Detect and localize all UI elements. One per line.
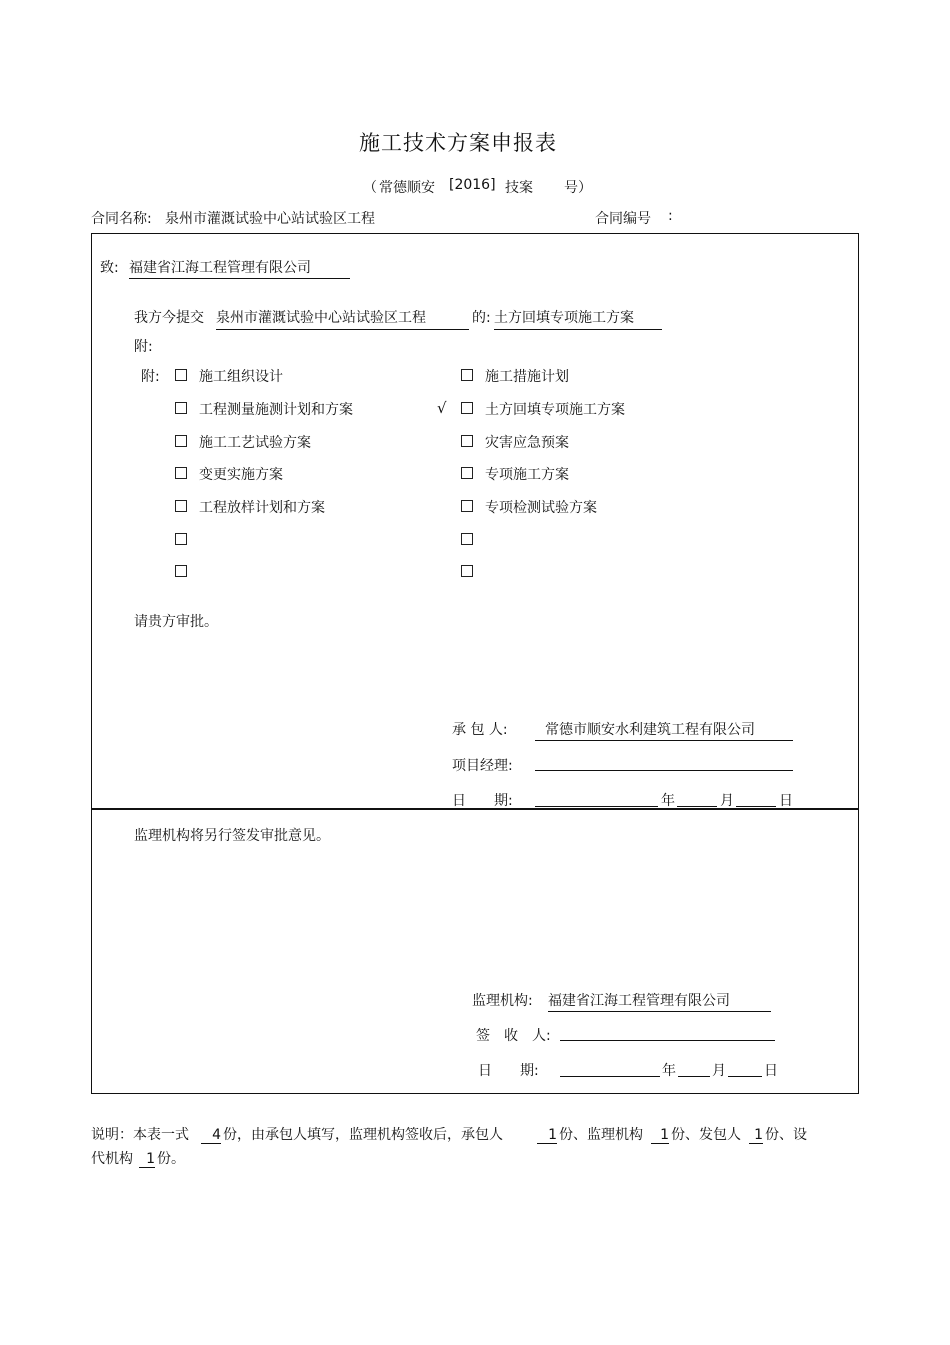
footer-note-line-2 (91, 1148, 185, 1168)
checkbox-change-plan[interactable] (175, 467, 187, 479)
copies-design: 1 (139, 1151, 155, 1168)
supervisor-section (91, 808, 859, 1094)
day-label-2: 日 (764, 1063, 778, 1079)
month-label-1: 月 (720, 793, 734, 809)
footer-text-4: 份、发包人 (671, 1127, 741, 1143)
doc-number-year: [2016] (449, 177, 496, 193)
receiver-label: 签 收 人: (476, 1028, 551, 1044)
checkbox-process-test[interactable] (175, 435, 187, 447)
copies-supervisor: 1 (651, 1127, 669, 1144)
checkbox-layout-plan[interactable] (175, 500, 187, 512)
contract-name-label: 合同名称: (91, 211, 152, 227)
date-month-line-1[interactable] (677, 806, 717, 807)
option-process-test: 施工工艺试验方案 (199, 435, 311, 451)
option-special-plan: 专项施工方案 (485, 467, 569, 483)
checkbox-inspection-plan[interactable] (461, 500, 473, 512)
contract-number-colon: : (668, 208, 673, 224)
supervisor-org-field: 福建省江海工程管理有限公司 (548, 990, 771, 1012)
month-label-2: 月 (712, 1063, 726, 1079)
checkbox-emergency-plan[interactable] (461, 435, 473, 447)
option-layout-plan: 工程放样计划和方案 (199, 500, 325, 516)
year-label-2: 年 (662, 1063, 676, 1079)
date-label-1: 日 期: (452, 793, 513, 809)
supervisor-note: 监理机构将另行签发审批意见。 (134, 828, 330, 844)
option-inspection-plan: 专项检测试验方案 (485, 500, 597, 516)
contractor-label: 承 包 人: (452, 722, 508, 738)
footer-text-3: 份、监理机构 (559, 1127, 643, 1143)
contract-name: 泉州市灌溉试验中心站试验区工程 (165, 211, 375, 227)
copies-contractor: 1 (537, 1127, 557, 1144)
form-title: 施工技术方案申报表 (359, 131, 557, 155)
checkbox-blank-right-1[interactable] (461, 533, 473, 545)
footer-text-5: 份、设 (765, 1127, 807, 1143)
date-month-line-2[interactable] (678, 1076, 710, 1077)
attachment-label: 附: (134, 339, 153, 355)
receiver-signature-line[interactable] (560, 1040, 775, 1041)
date-day-line-1[interactable] (736, 806, 776, 807)
footer-text-1: 说明：本表一式 (91, 1127, 189, 1143)
footer-text-7: 份。 (157, 1151, 185, 1167)
approval-request: 请贵方审批。 (134, 614, 218, 630)
checkbox-backfill-plan[interactable] (461, 402, 473, 414)
checkbox-blank-left-1[interactable] (175, 533, 187, 545)
footer-text-6: 代机构 (91, 1151, 133, 1167)
option-emergency-plan: 灾害应急预案 (485, 435, 569, 451)
manager-label: 项目经理: (452, 758, 513, 774)
date-label-2: 日 期: (478, 1063, 539, 1079)
contractor-field: 常德市顺安水利建筑工程有限公司 (535, 719, 793, 741)
footer-text-2: 份，由承包人填写，监理机构签收后，承包人 (223, 1127, 503, 1143)
option-survey-plan: 工程测量施测计划和方案 (199, 402, 353, 418)
day-label-1: 日 (779, 793, 793, 809)
copies-owner: 1 (749, 1127, 763, 1144)
footer-note-line-1 (91, 1124, 807, 1144)
date-day-line-2[interactable] (728, 1076, 762, 1077)
project-field: 泉州市灌溉试验中心站试验区工程 (216, 307, 469, 330)
attachment-label-2: 附: (141, 369, 160, 385)
doc-number-company: 常德顺安 (379, 180, 435, 196)
checkbox-blank-right-2[interactable] (461, 565, 473, 577)
checkbox-special-plan[interactable] (461, 467, 473, 479)
copies-total: 4 (201, 1127, 221, 1144)
manager-signature-line[interactable] (535, 770, 793, 771)
option-change-plan: 变更实施方案 (199, 467, 283, 483)
option-measures-plan: 施工措施计划 (485, 369, 569, 385)
contract-number-label: 合同编号 (595, 211, 651, 227)
doc-number-type: 技案 (505, 180, 533, 196)
supervisor-org-label: 监理机构: (472, 993, 533, 1009)
checkbox-survey-plan[interactable] (175, 402, 187, 414)
option-backfill-plan: 土方回填专项施工方案 (485, 402, 625, 418)
checkbox-construction-design[interactable] (175, 369, 187, 381)
check-mark-icon: √ (437, 399, 447, 417)
of-label: 的: (472, 310, 491, 326)
option-construction-design: 施工组织设计 (199, 369, 283, 385)
doc-number-open: （ (363, 180, 377, 196)
year-label-1: 年 (661, 793, 675, 809)
checkbox-measures-plan[interactable] (461, 369, 473, 381)
plan-field: 土方回填专项施工方案 (494, 307, 662, 330)
submit-label: 我方今提交 (134, 310, 204, 326)
to-label: 致: (100, 260, 119, 276)
recipient-field: 福建省江海工程管理有限公司 (129, 257, 350, 279)
checkbox-blank-left-2[interactable] (175, 565, 187, 577)
doc-number-suffix: 号） (564, 180, 592, 196)
date-year-line-1[interactable] (535, 806, 658, 807)
date-year-line-2[interactable] (560, 1076, 660, 1077)
